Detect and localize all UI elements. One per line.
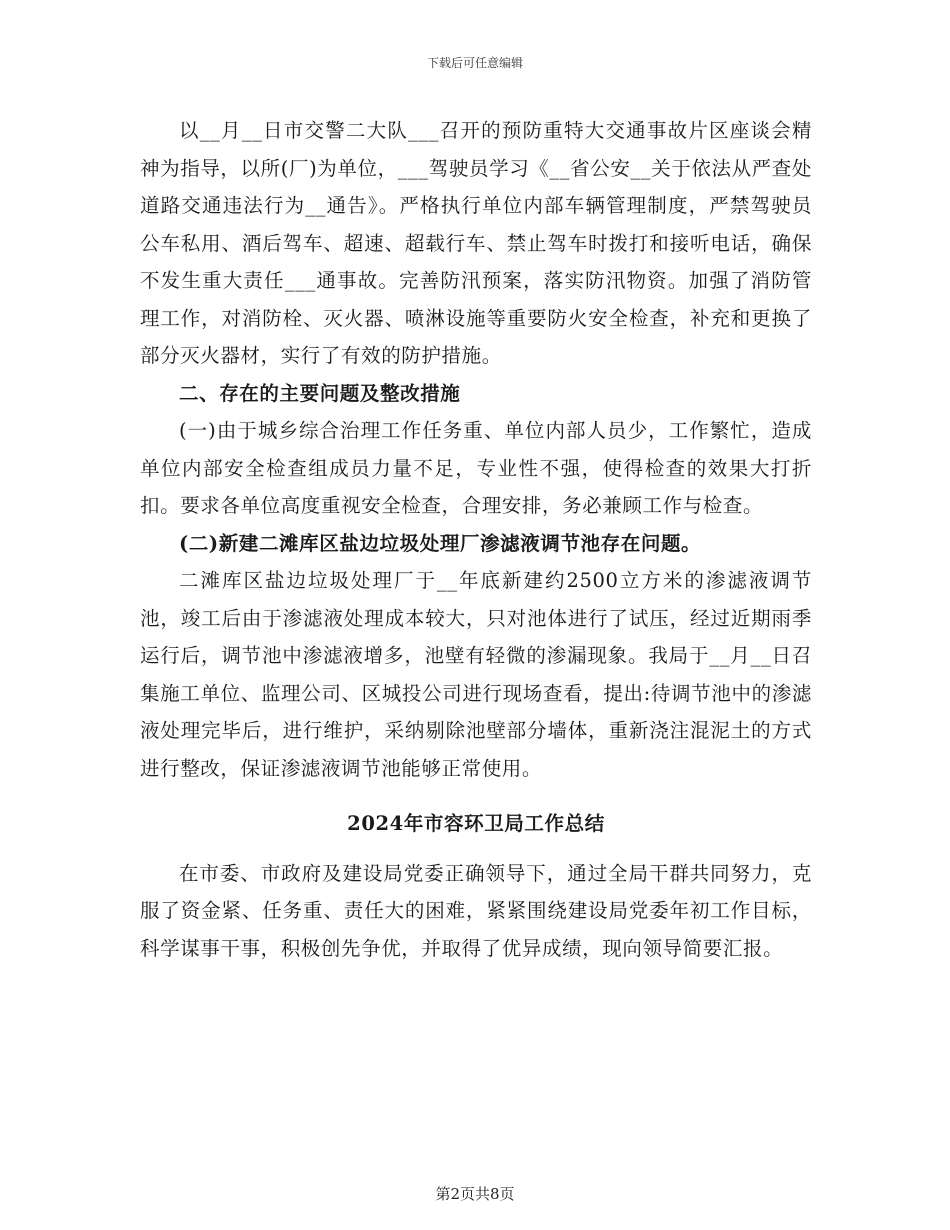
section-heading-problems: 二、存在的主要问题及整改措施 <box>179 381 461 405</box>
paragraph-traffic-safety: 以__月__日市交警二大队___召开的预防重特大交通事故片区座谈会精神为指导，以所(厂)为单位，___驾驶员学习《__省公安__关于依法从严查处道路交通违法行为__通告》。严格执行单位内部车辆管理制度，严禁驾驶员公车私用、酒后驾车、超速、超载行车、禁止驾车时拨打和接听电话，确保不发生重大责任___通事故。完善防汛预案，落实防汛物资。加强了消防管理工作，对消防栓、灭火器、喷淋设施等重要防火安全检查，补充和更换了部分灭火器材，实行了有效的防护措施。 <box>140 119 812 367</box>
page-header: 下载后可任意编辑 <box>426 56 523 70</box>
paragraph-intro: 在市委、市政府及建设局党委正确领导下，通过全局干群共同努力，克服了资金紧、任务重、责任大的困难，紧紧围绕建设局党委年初工作目标，科学谋事干事，积极创先争优，并取得了优异成绩，现向领导简要汇报。 <box>140 861 812 960</box>
page-number: 第2页共8页 <box>435 1185 515 1203</box>
paragraph-problem-two: 二滩库区盐边垃圾处理厂于__年底新建约2500立方米的渗滤液调节池，竣工后由于渗滤液处理成本较大，只对池体进行了试压，经过近期雨季运行后，调节池中渗滤液增多，池壁有轻微的渗漏现象。我局于__月__日召集施工单位、监理公司、区城投公司进行现场查看，提出:待调节池中的渗滤液处理完毕后，进行维护，采纳剔除池壁部分墙体，重新浇注混泥土的方式进行整改，保证渗滤液调节池能够正常使用。 <box>140 569 812 780</box>
document-title: 2024年市容环卫局工作总结 <box>347 812 605 835</box>
subheading-problem-two: (二)新建二滩库区盐边垃圾处理厂渗滤液调节池存在问题。 <box>179 531 702 555</box>
document-body <box>140 112 812 967</box>
paragraph-problem-one: (一)由于城乡综合治理工作任务重、单位内部人员少，工作繁忙，造成单位内部安全检查组成员力量不足，专业性不强，使得检查的效果大打折扣。要求各单位高度重视安全检查，合理安排，务必兼顾工作与检查。 <box>140 419 812 517</box>
